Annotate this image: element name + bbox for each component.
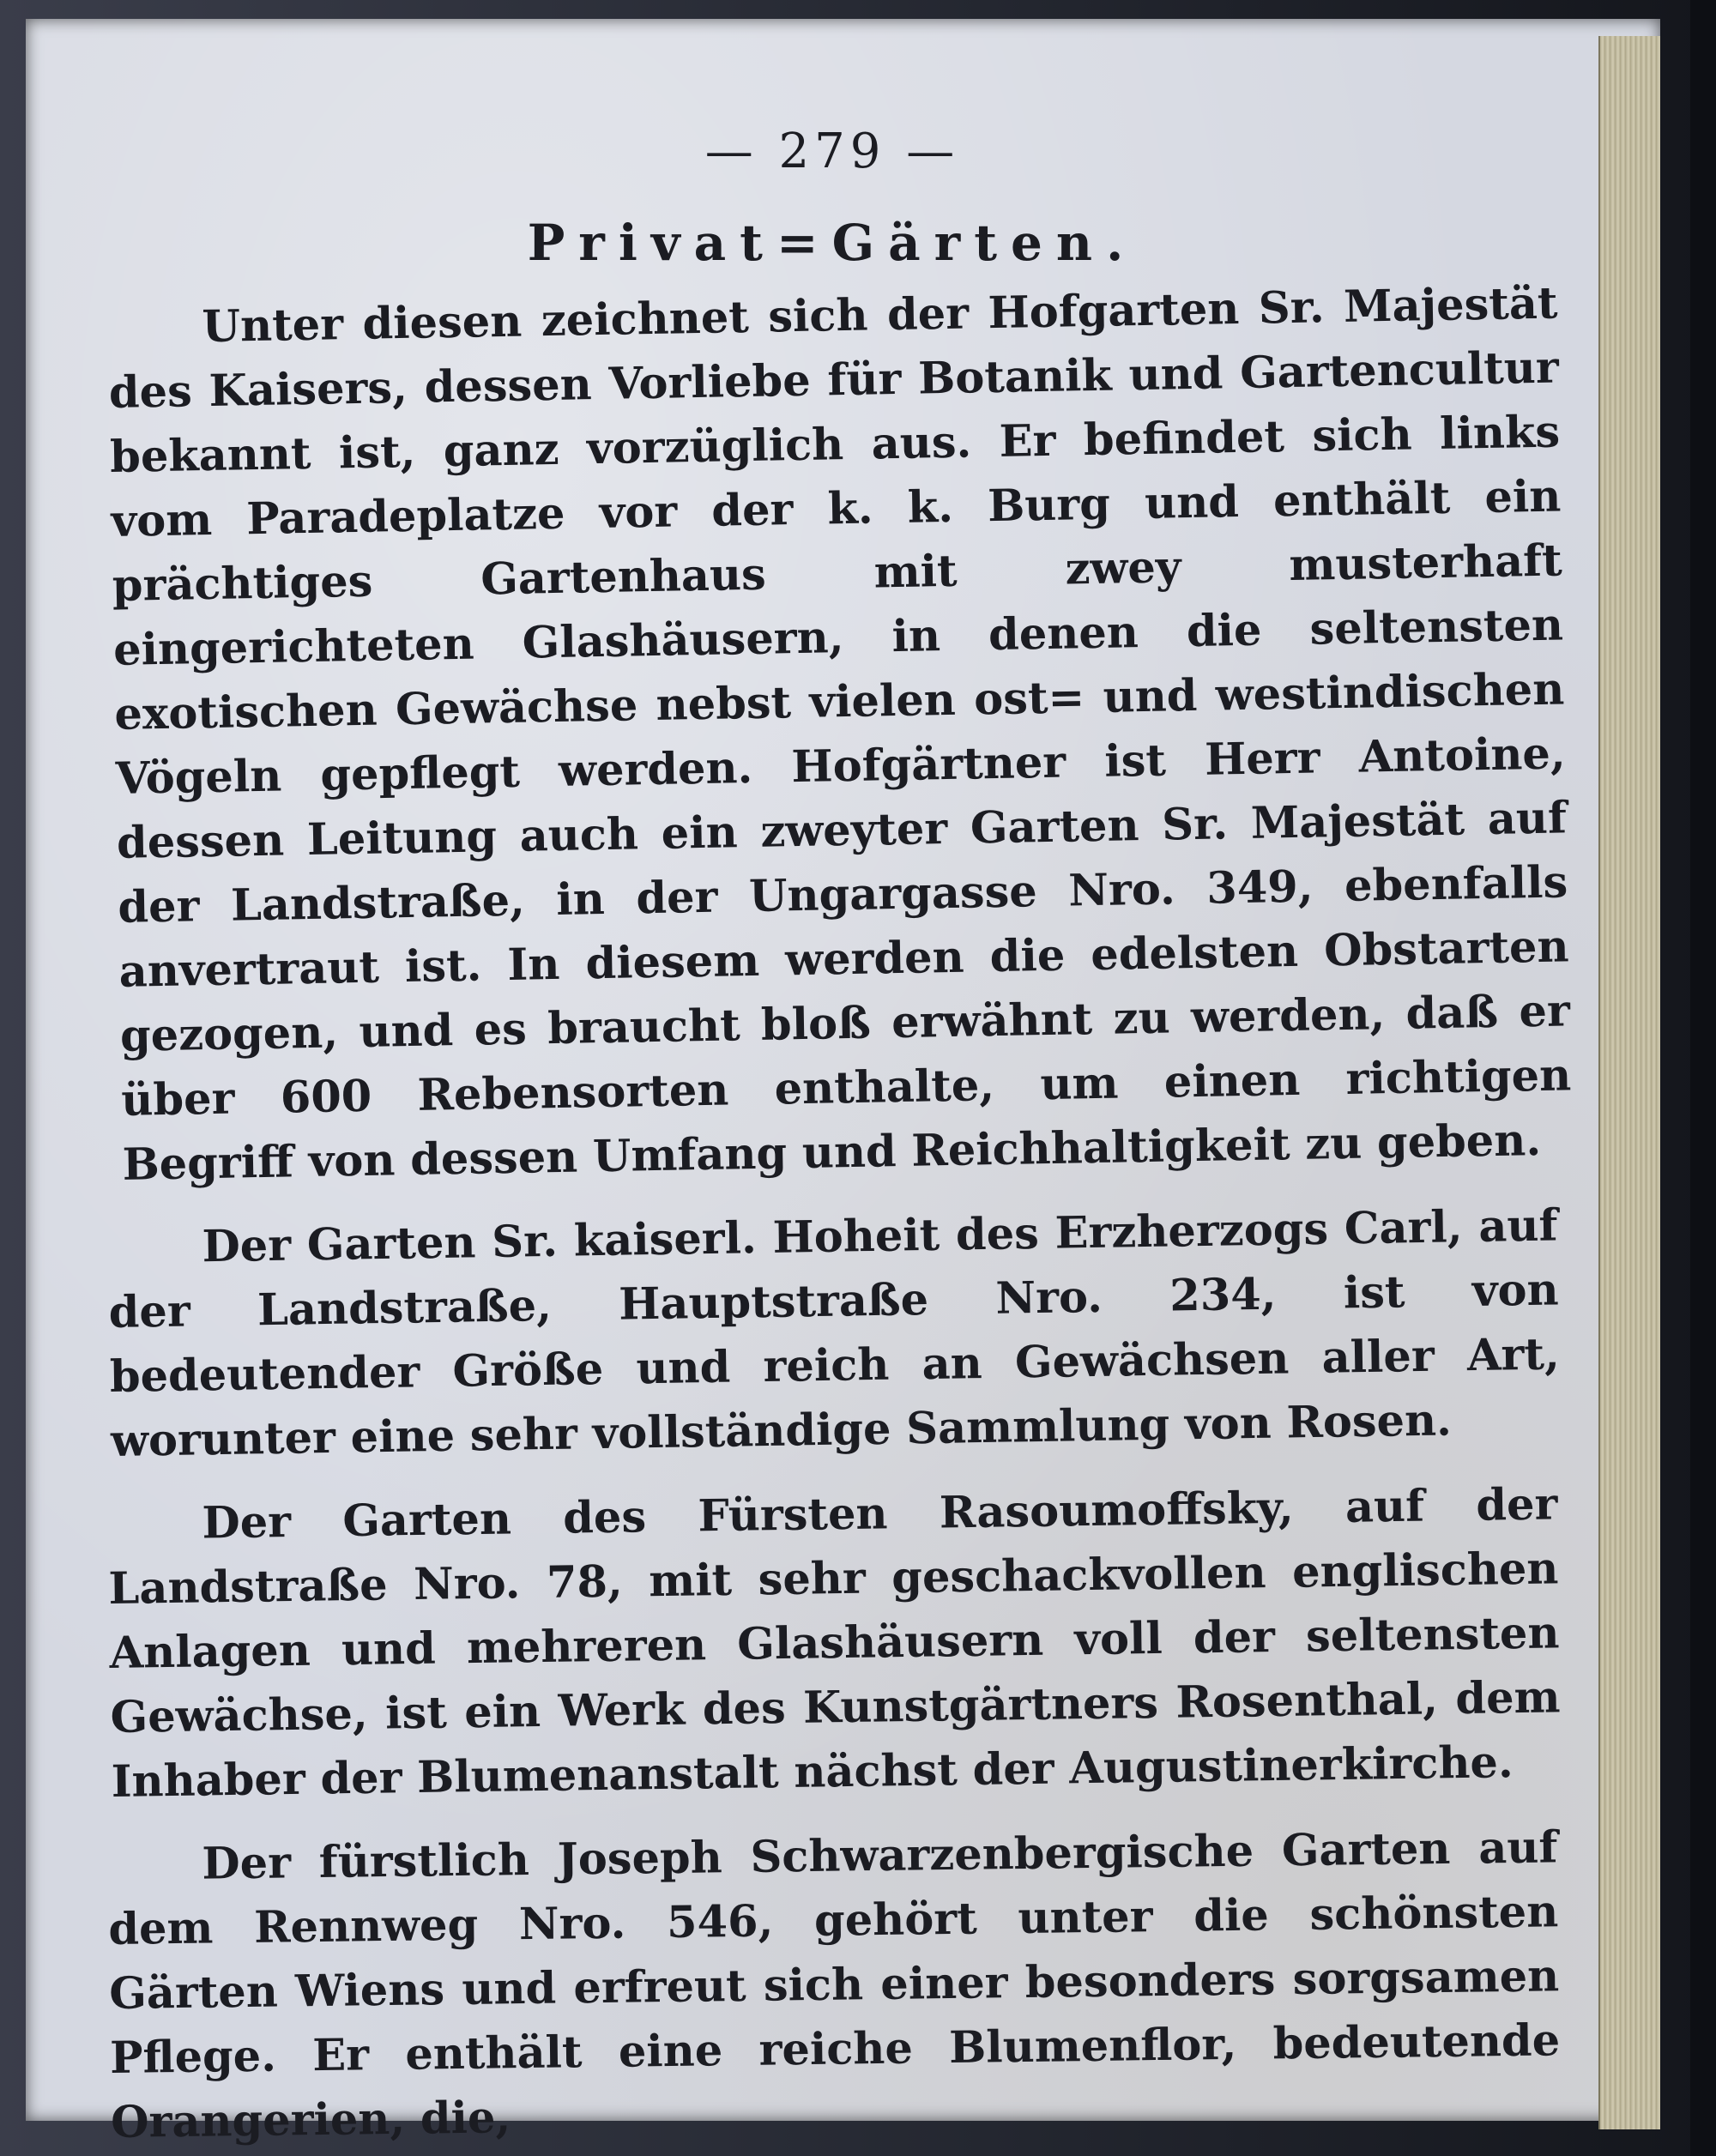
paragraph-rasoumoffsky: Der Garten des Fürsten Rasoumoffsky, auf der Landstraße Nro. 78, mit sehr geschackvollen englischen Anlagen und mehreren Glashäusern voll der seltensten Gewächse, ist ein Werk des Kunstgärtners Rosenthal, dem Inhaber der Blumenanstalt nächst der Augustinerkirche. (108, 1478, 1561, 1808)
section-heading: Privat=Gärten. (527, 214, 1138, 272)
book-page (26, 19, 1660, 2148)
paragraph-erzherzog-carl: Der Garten Sr. kaiserl. Hoheit des Erzherzogs Carl, auf der Landstraße, Hauptstraße Nro. 234, ist von bedeutender Größe und reich an Gewächsen aller Art, worunter eine sehr vollständige Sammlung von Rosen. (108, 1199, 1561, 1467)
scan-edge-shadow (1690, 0, 1716, 2156)
book-block-edge (1598, 36, 1660, 2129)
page-number: — 279 — (704, 124, 960, 179)
paragraph-hofgarten: Unter diesen zeichnet sich der Hofgarten Sr. Majestät des Kaisers, dessen Vorliebe für Botanik und Gartencultur bekannt ist, ganz vorzüglich aus. Er befindet sich links vom Paradeplatze vor der k. k. Burg und enthält ein prächtiges Gartenhaus mit zwey musterhaft eingerichteten Glashäusern, in denen die seltensten exotischen Gewächse nebst vielen ost= und westindischen Vögeln gepflegt werden. Hofgärtner ist Herr Antoine, dessen Leitung auch ein zweyter Garten Sr. Majestät auf der Landstraße, in der Ungargasse Nro. 349, ebenfalls anvertraut ist. In diesem werden die edelsten Obstarten gezogen, und es braucht bloß erwähnt zu werden, daß er über 600 Rebensorten enthalte, um einen richtigen Begriff von dessen Umfang und Reichhaltigkeit zu geben. (108, 277, 1572, 1191)
page-content (107, 122, 1572, 2156)
paragraph-schwarzenberg: Der fürstlich Joseph Schwarzenbergische Garten auf dem Rennweg Nro. 546, gehört unter die schönsten Gärten Wiens und erfreut sich einer besonders sorgsamen Pflege. Er enthält eine reiche Blumenflor, bedeutende Orangerien, die, (108, 1821, 1561, 2148)
